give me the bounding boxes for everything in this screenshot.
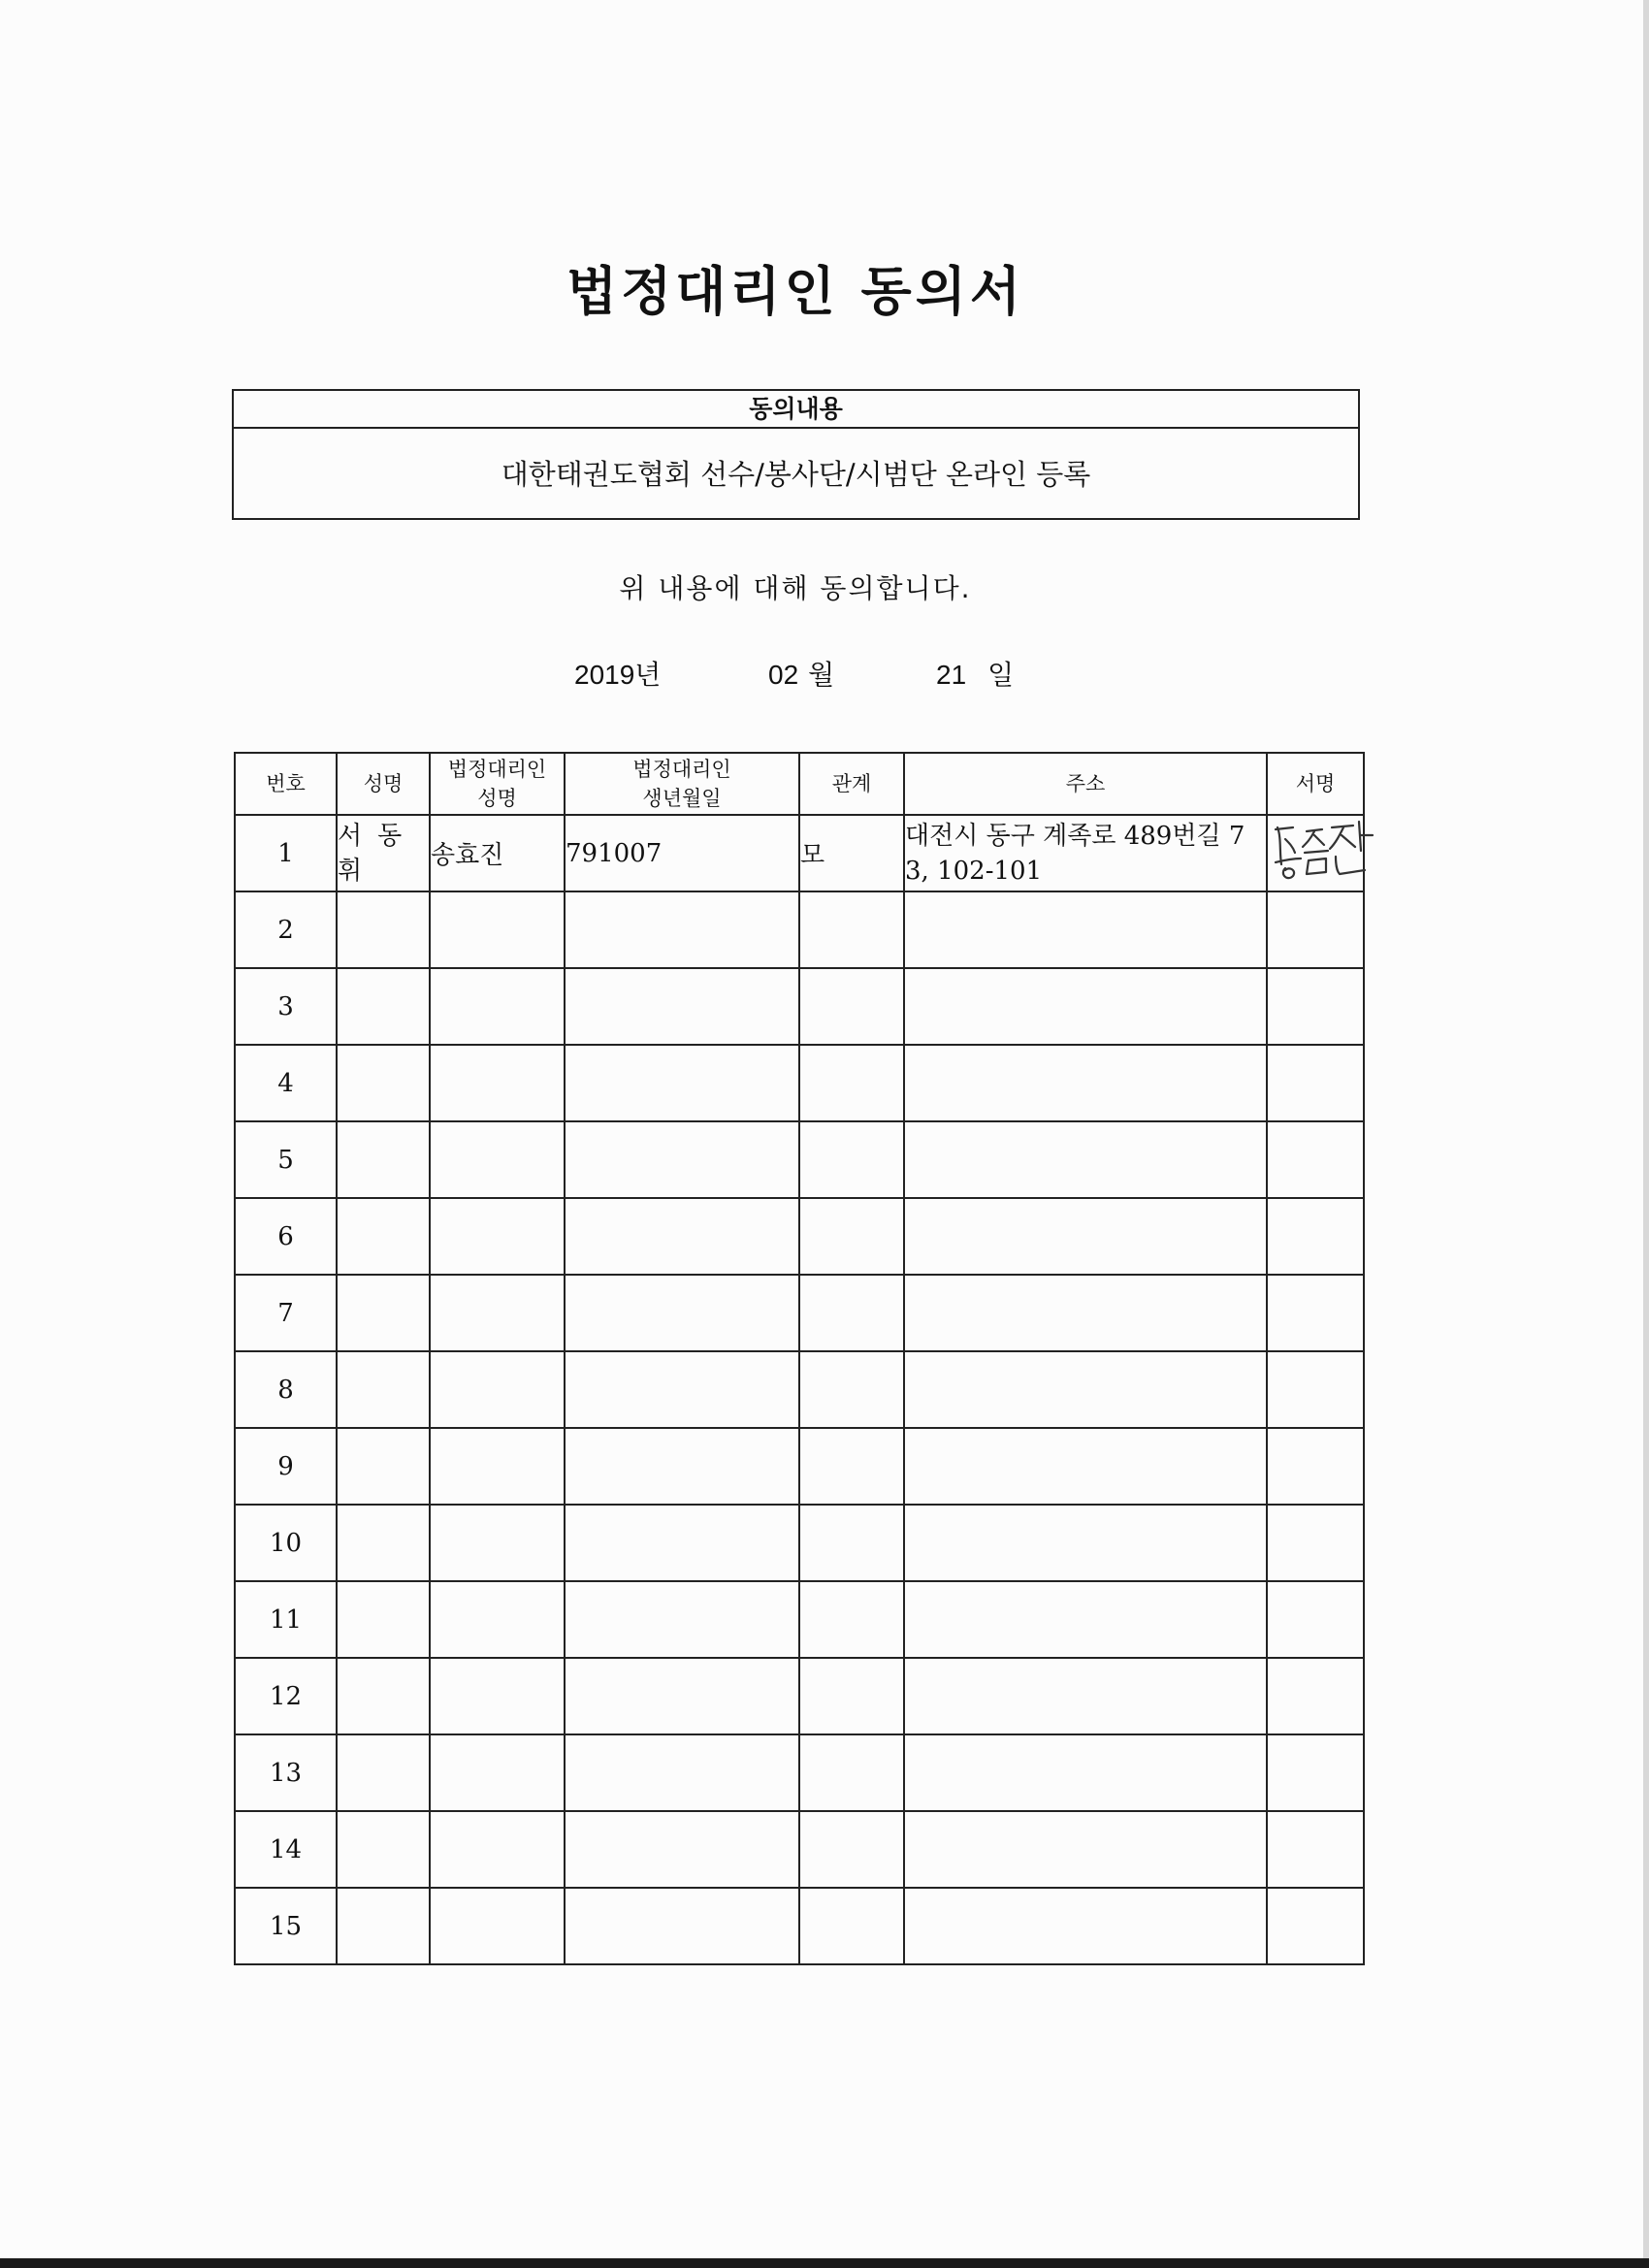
row-rep-name xyxy=(430,1888,565,1964)
row-rep-name xyxy=(430,968,565,1045)
row-name xyxy=(337,1658,430,1734)
row-rep-birth xyxy=(565,968,799,1045)
date-month xyxy=(768,654,834,693)
table-row xyxy=(235,1658,1364,1734)
row-rep-name xyxy=(430,1811,565,1888)
row-rep-birth xyxy=(565,891,799,968)
table-row xyxy=(235,1428,1364,1505)
table-row xyxy=(235,1351,1364,1428)
row-rep-name xyxy=(430,1581,565,1658)
header-rep-birth-line1: 법정대리인 xyxy=(632,758,731,781)
row-rep-birth xyxy=(565,1505,799,1581)
row-address xyxy=(904,1505,1267,1581)
row-number: 6 xyxy=(235,1198,337,1275)
row-rep-birth xyxy=(565,1581,799,1658)
header-rep-name-line1: 법정대리인 xyxy=(447,758,547,781)
row-rep-birth: 791007 xyxy=(565,815,799,891)
row-relation xyxy=(799,1581,904,1658)
table-row xyxy=(235,1811,1364,1888)
row-rep-birth xyxy=(565,1275,799,1351)
row-number: 4 xyxy=(235,1045,337,1121)
row-rep-birth xyxy=(565,1351,799,1428)
row-relation xyxy=(799,1888,904,1964)
table-row xyxy=(235,1734,1364,1811)
row-signature xyxy=(1267,815,1364,891)
row-name xyxy=(337,1198,430,1275)
row-rep-name xyxy=(430,1121,565,1198)
row-signature xyxy=(1267,1581,1364,1658)
date-year-unit: 년 xyxy=(634,660,662,690)
row-relation xyxy=(799,1428,904,1505)
row-signature xyxy=(1267,1428,1364,1505)
row-address xyxy=(904,1198,1267,1275)
date-month-unit: 월 xyxy=(808,660,835,690)
row-rep-name xyxy=(430,1734,565,1811)
row-name xyxy=(337,1045,430,1121)
row-address xyxy=(904,1658,1267,1734)
row-rep-name xyxy=(430,891,565,968)
table-row xyxy=(235,968,1364,1045)
row-number: 14 xyxy=(235,1811,337,1888)
row-name xyxy=(337,1275,430,1351)
consent-box xyxy=(232,389,1360,520)
table-row xyxy=(235,815,1364,891)
consent-body: 대한태권도협회 선수/봉사단/시범단 온라인 등록 xyxy=(501,458,1091,491)
row-relation xyxy=(799,1198,904,1275)
row-relation xyxy=(799,1811,904,1888)
header-rep-name xyxy=(430,753,565,815)
consent-header: 동의내용 xyxy=(234,391,1358,429)
row-name xyxy=(337,1581,430,1658)
row-relation xyxy=(799,1658,904,1734)
table-row xyxy=(235,1505,1364,1581)
row-name xyxy=(337,1734,430,1811)
row-address xyxy=(904,1811,1267,1888)
table-row xyxy=(235,1045,1364,1121)
row-relation xyxy=(799,1121,904,1198)
row-number: 12 xyxy=(235,1658,337,1734)
table-row xyxy=(235,891,1364,968)
row-address xyxy=(904,1888,1267,1964)
row-rep-birth xyxy=(565,1734,799,1811)
row-signature xyxy=(1267,1734,1364,1811)
row-name xyxy=(337,1351,430,1428)
date-day-value: 21 xyxy=(936,660,967,690)
row-relation xyxy=(799,891,904,968)
row-relation: 모 xyxy=(799,815,904,891)
table-row xyxy=(235,1275,1364,1351)
row-rep-name xyxy=(430,1275,565,1351)
row-address xyxy=(904,1734,1267,1811)
header-name: 성명 xyxy=(337,753,430,815)
row-address xyxy=(904,891,1267,968)
scan-edge-bottom xyxy=(0,2258,1649,2268)
row-address xyxy=(904,1045,1267,1121)
row-number: 9 xyxy=(235,1428,337,1505)
row-signature xyxy=(1267,1811,1364,1888)
row-rep-birth xyxy=(565,1658,799,1734)
scan-edge-right xyxy=(1643,0,1649,2268)
row-rep-name xyxy=(430,1658,565,1734)
row-address xyxy=(904,1121,1267,1198)
row-number: 13 xyxy=(235,1734,337,1811)
row-relation xyxy=(799,1351,904,1428)
header-rep-birth-line2: 생년월일 xyxy=(642,787,722,810)
table-row xyxy=(235,1198,1364,1275)
row-rep-birth xyxy=(565,1888,799,1964)
representative-table xyxy=(234,752,1365,1965)
date-year-value: 2019 xyxy=(574,660,635,690)
header-signature: 서명 xyxy=(1267,753,1364,815)
row-relation xyxy=(799,1734,904,1811)
row-signature xyxy=(1267,1198,1364,1275)
table-row xyxy=(235,1121,1364,1198)
row-signature xyxy=(1267,891,1364,968)
row-address xyxy=(904,968,1267,1045)
row-rep-birth xyxy=(565,1045,799,1121)
document-title: 법정대리인 동의서 xyxy=(566,261,1025,322)
row-number: 8 xyxy=(235,1351,337,1428)
row-signature xyxy=(1267,968,1364,1045)
row-name xyxy=(337,1121,430,1198)
row-name xyxy=(337,1428,430,1505)
row-signature xyxy=(1267,1045,1364,1121)
row-rep-name xyxy=(430,1505,565,1581)
row-signature xyxy=(1267,1275,1364,1351)
header-rep-birth xyxy=(565,753,799,815)
row-signature xyxy=(1267,1658,1364,1734)
table-row xyxy=(235,1888,1364,1964)
agree-statement: 위 내용에 대해 동의합니다. xyxy=(619,572,972,604)
row-number: 5 xyxy=(235,1121,337,1198)
row-signature xyxy=(1267,1121,1364,1198)
row-relation xyxy=(799,1505,904,1581)
row-rep-birth xyxy=(565,1121,799,1198)
row-number: 2 xyxy=(235,891,337,968)
header-address: 주소 xyxy=(904,753,1267,815)
row-name: 서동휘 xyxy=(337,815,430,891)
row-name xyxy=(337,1505,430,1581)
date-day xyxy=(936,654,1014,693)
row-relation xyxy=(799,1275,904,1351)
row-number: 3 xyxy=(235,968,337,1045)
row-relation xyxy=(799,968,904,1045)
header-relation: 관계 xyxy=(799,753,904,815)
row-name xyxy=(337,1811,430,1888)
header-rep-name-line2: 성명 xyxy=(477,787,517,810)
row-address xyxy=(904,1581,1267,1658)
row-rep-name xyxy=(430,1351,565,1428)
date-month-value: 02 xyxy=(768,660,799,690)
row-rep-birth xyxy=(565,1428,799,1505)
handwritten-signature xyxy=(1272,818,1378,886)
date-year xyxy=(574,654,661,693)
table-header-row xyxy=(235,753,1364,815)
row-address: 대전시 동구 계족로 489번길 73, 102-101 xyxy=(904,815,1267,891)
table-row xyxy=(235,1581,1364,1658)
row-number: 7 xyxy=(235,1275,337,1351)
row-rep-name xyxy=(430,1198,565,1275)
row-number: 1 xyxy=(235,815,337,891)
row-address xyxy=(904,1428,1267,1505)
row-address xyxy=(904,1351,1267,1428)
row-signature xyxy=(1267,1888,1364,1964)
row-number: 11 xyxy=(235,1581,337,1658)
row-name xyxy=(337,1888,430,1964)
row-rep-name xyxy=(430,1428,565,1505)
row-number: 10 xyxy=(235,1505,337,1581)
row-relation xyxy=(799,1045,904,1121)
row-rep-birth xyxy=(565,1811,799,1888)
row-name xyxy=(337,968,430,1045)
row-name xyxy=(337,891,430,968)
header-number: 번호 xyxy=(235,753,337,815)
row-rep-birth xyxy=(565,1198,799,1275)
row-rep-name xyxy=(430,1045,565,1121)
row-address xyxy=(904,1275,1267,1351)
date-day-unit: 일 xyxy=(987,660,1015,690)
row-signature xyxy=(1267,1351,1364,1428)
row-number: 15 xyxy=(235,1888,337,1964)
row-signature xyxy=(1267,1505,1364,1581)
row-rep-name: 송효진 xyxy=(430,815,565,891)
